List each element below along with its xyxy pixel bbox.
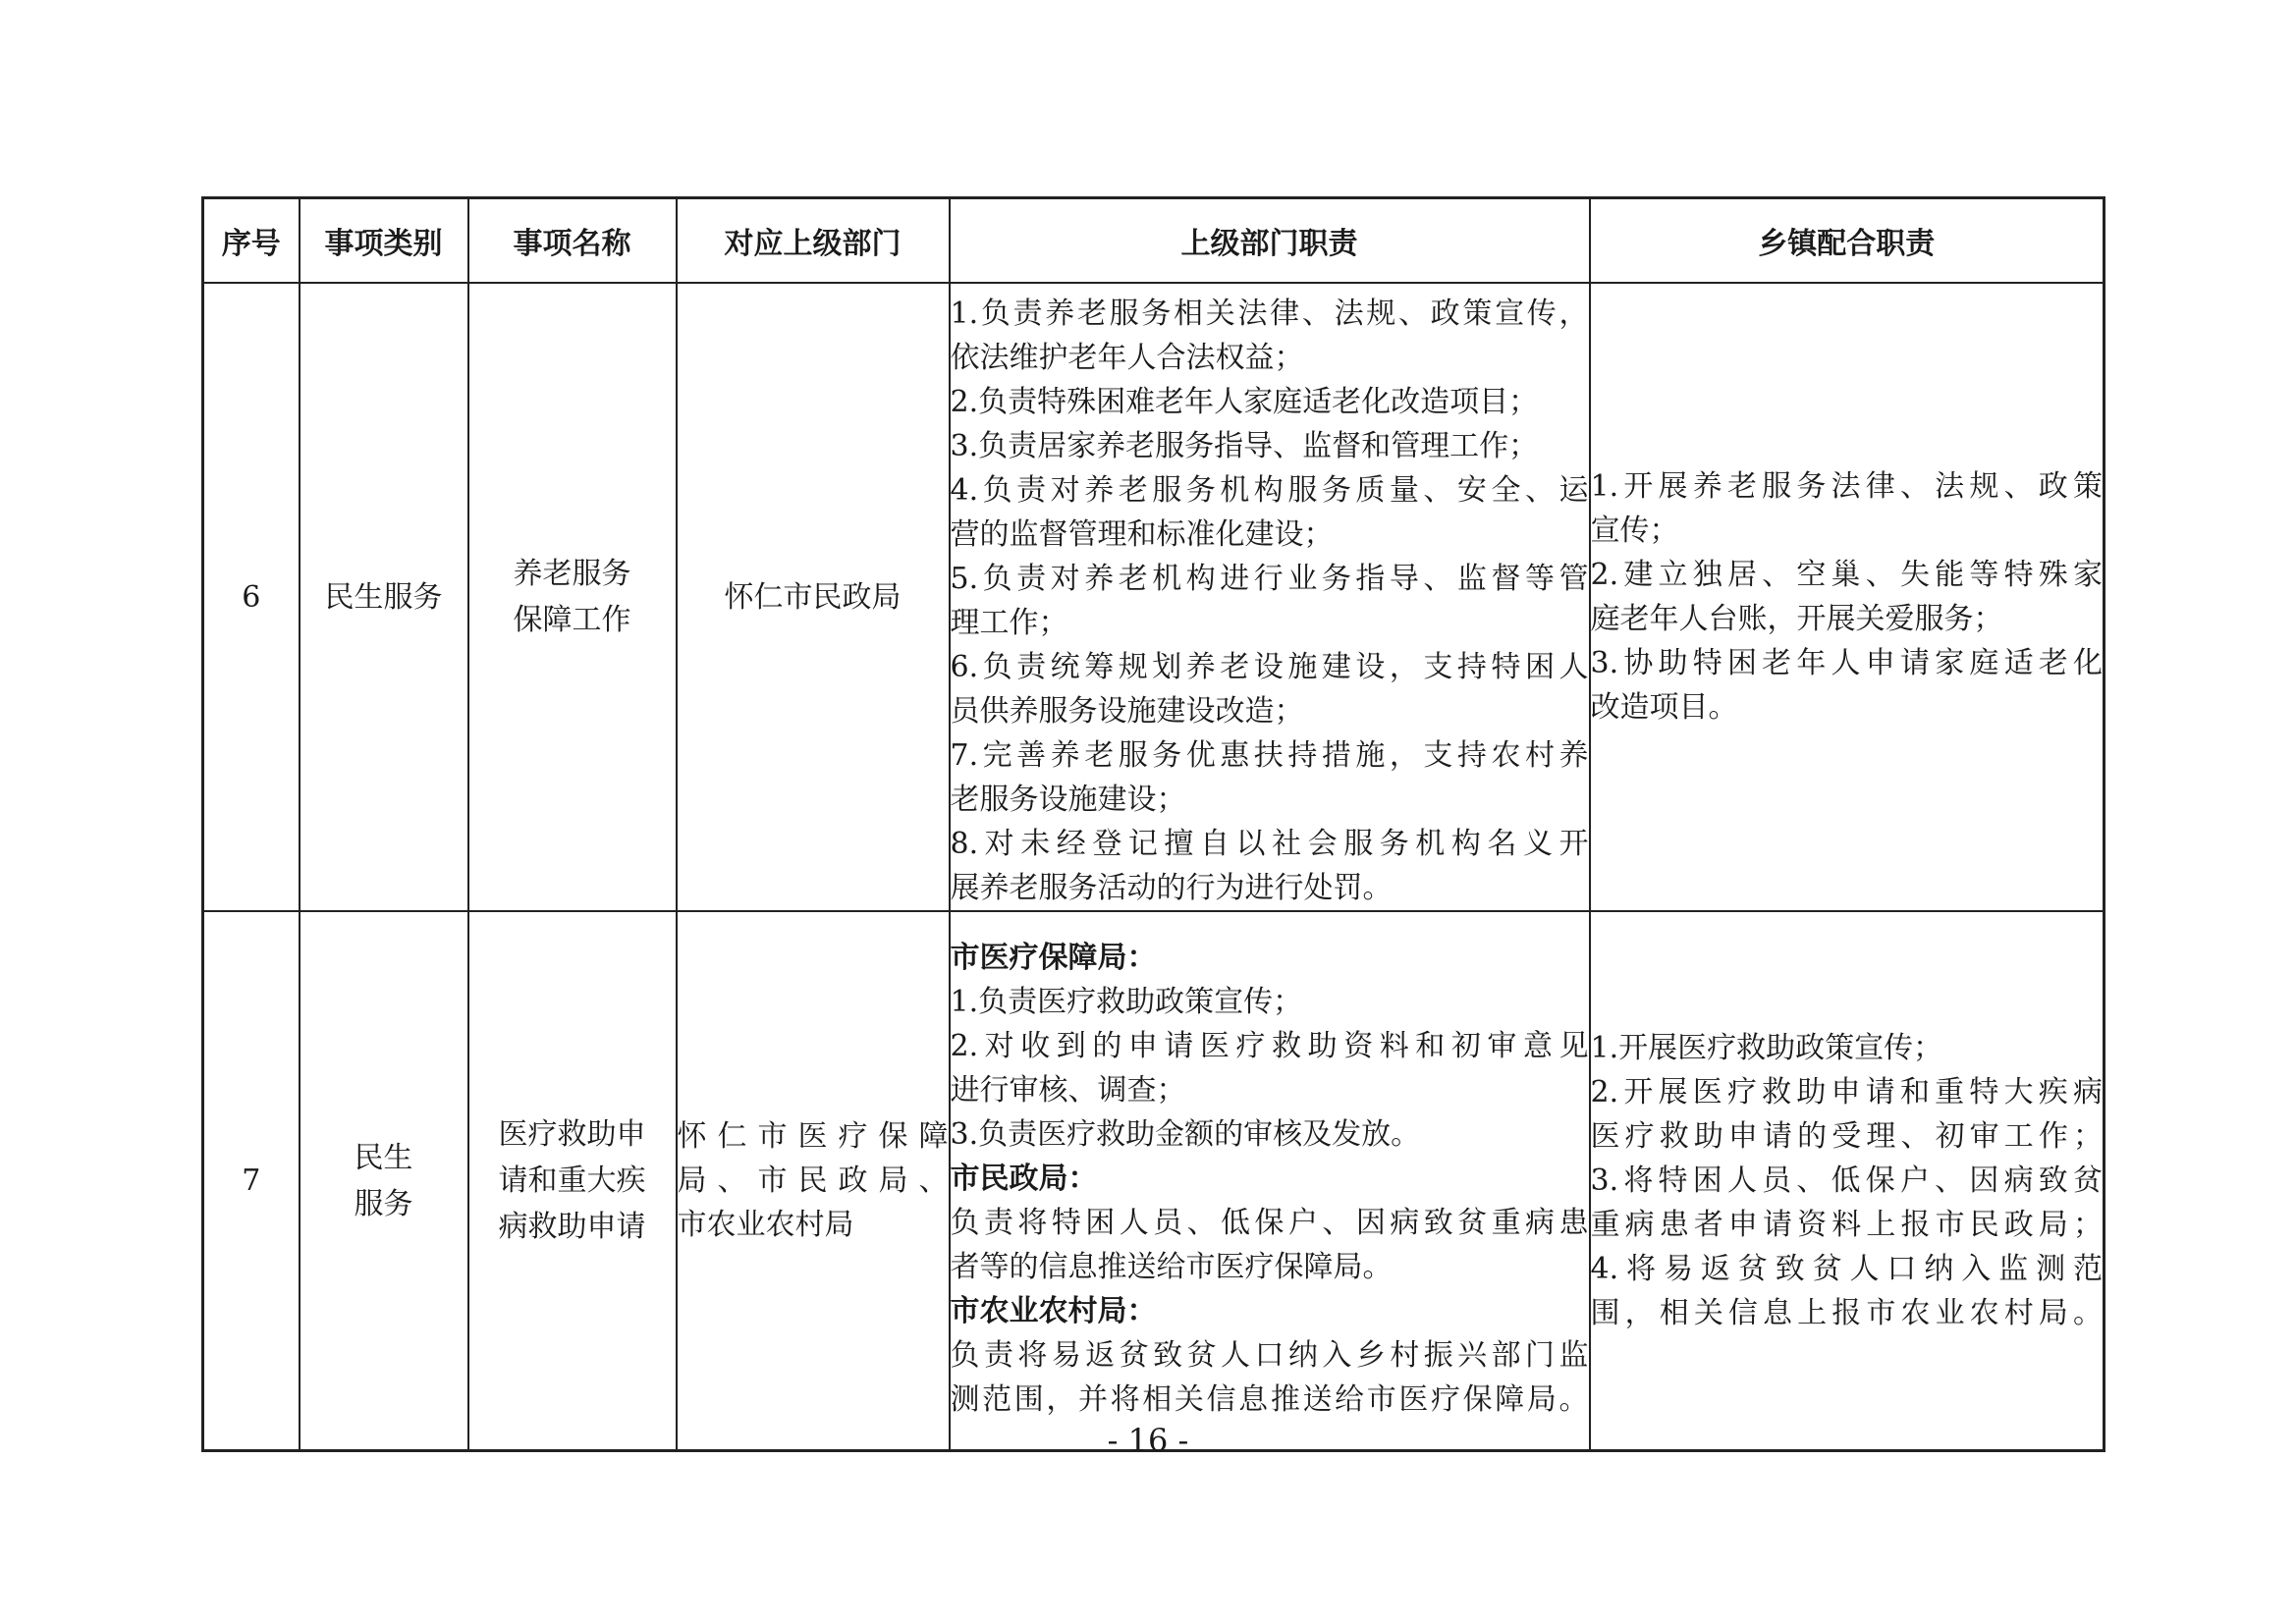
row-town-duties bbox=[1590, 911, 2105, 1451]
section-heading: 市医疗保障局： bbox=[950, 941, 1157, 975]
town-duty-line: 重病患者申请资料上报市民政局； bbox=[1590, 1208, 2103, 1242]
duty-line: 3.负责医疗救助金额的审核及发放。 bbox=[950, 1117, 1421, 1152]
duty-line: 负责将特困人员、低保户、因病致贫重病患 bbox=[950, 1206, 1589, 1240]
duty-line: 进行审核、调查； bbox=[950, 1073, 1186, 1108]
row-seq bbox=[203, 911, 300, 1451]
header-item-name: 事项名称 bbox=[468, 198, 677, 284]
item-name-line: 请和重大疾 bbox=[498, 1163, 646, 1198]
duty-line: 负责将易返贫致贫人口纳入乡村振兴部门监 bbox=[950, 1338, 1589, 1373]
section-heading: 市民政局： bbox=[950, 1162, 1098, 1196]
item-name-line: 养老服务 bbox=[513, 557, 631, 591]
department-line: 市农业农村局 bbox=[677, 1208, 854, 1242]
department-line: 局、市民政局、 bbox=[677, 1163, 949, 1198]
town-duty-line: 3.协助特困老年人申请家庭适老化 bbox=[1590, 646, 2103, 680]
town-duty-line: 围，相关信息上报市农业农村局。 bbox=[1590, 1296, 2103, 1330]
row-upper-duties bbox=[950, 283, 1590, 911]
duty-line: 5.负责对养老机构进行业务指导、监督等管 bbox=[950, 562, 1589, 596]
row-seq-text: 6 bbox=[242, 579, 261, 615]
item-name-line: 病救助申请 bbox=[498, 1210, 646, 1244]
duty-line: 理工作； bbox=[950, 606, 1068, 640]
duty-line: 3.负责居家养老服务指导、监督和管理工作； bbox=[950, 429, 1539, 463]
row-upper-duties bbox=[950, 911, 1590, 1451]
table-header-row bbox=[203, 198, 2105, 284]
category-line: 民生服务 bbox=[324, 579, 443, 615]
duty-line: 依法维护老年人合法权益； bbox=[950, 341, 1304, 375]
town-duty-line: 庭老年人台账，开展关爱服务； bbox=[1590, 602, 2003, 636]
row-seq bbox=[203, 283, 300, 911]
duty-line: 1.负责医疗救助政策宣传； bbox=[950, 985, 1303, 1019]
duty-line: 2.对收到的申请医疗救助资料和初审意见 bbox=[950, 1029, 1589, 1063]
header-seq: 序号 bbox=[203, 198, 300, 284]
page-number: - 16 - bbox=[1107, 1422, 1189, 1459]
town-duty-line: 1.开展养老服务法律、法规、政策 bbox=[1590, 469, 2103, 504]
table-row bbox=[203, 283, 2105, 911]
duty-line: 2.负责特殊困难老年人家庭适老化改造项目； bbox=[950, 385, 1539, 419]
duty-line: 员供养服务设施建设改造； bbox=[950, 694, 1304, 729]
town-duty-line: 3.将特困人员、低保户、因病致贫 bbox=[1590, 1163, 2103, 1198]
duty-line: 者等的信息推送给市医疗保障局。 bbox=[950, 1250, 1393, 1284]
town-duty-line: 宣传； bbox=[1590, 514, 1679, 548]
header-upper-department: 对应上级部门 bbox=[677, 198, 950, 284]
duty-line: 营的监督管理和标准化建设； bbox=[950, 517, 1334, 552]
duty-line: 1.负责养老服务相关法律、法规、政策宣传， bbox=[950, 297, 1589, 331]
duty-line: 4.负责对养老服务机构服务质量、安全、运 bbox=[950, 473, 1589, 508]
category-line: 服务 bbox=[354, 1186, 413, 1221]
responsibility-table bbox=[201, 196, 2105, 1452]
duty-line: 7.完善养老服务优惠扶持措施，支持农村养 bbox=[950, 738, 1589, 773]
row-department bbox=[677, 911, 950, 1451]
category-line: 民生 bbox=[354, 1140, 413, 1175]
table-row bbox=[203, 911, 2105, 1451]
row-department bbox=[677, 283, 950, 911]
town-duty-line: 2.开展医疗救助申请和重特大疾病 bbox=[1590, 1075, 2103, 1109]
section-heading: 市农业农村局： bbox=[950, 1294, 1157, 1328]
row-town-duties bbox=[1590, 283, 2105, 911]
department-line: 怀仁市医疗保障 bbox=[677, 1119, 949, 1154]
town-duty-line: 4.将易返贫致贫人口纳入监测范 bbox=[1590, 1252, 2103, 1286]
town-duty-line: 医疗救助申请的受理、初审工作； bbox=[1590, 1119, 2103, 1154]
duty-line: 展养老服务活动的行为进行处罚。 bbox=[950, 871, 1393, 905]
row-category bbox=[300, 911, 468, 1451]
row-item-name bbox=[468, 911, 677, 1451]
duty-line: 测范围，并将相关信息推送给市医疗保障局。 bbox=[950, 1382, 1589, 1417]
header-category: 事项类别 bbox=[300, 198, 468, 284]
department-line: 怀仁市民政局 bbox=[724, 579, 902, 615]
duty-line: 6.负责统筹规划养老设施建设，支持特困人 bbox=[950, 650, 1589, 684]
item-name-line: 医疗救助申 bbox=[498, 1117, 646, 1152]
row-seq-text: 7 bbox=[242, 1163, 261, 1198]
town-duty-line: 1.开展医疗救助政策宣传； bbox=[1590, 1031, 1943, 1065]
header-upper-duties: 上级部门职责 bbox=[950, 198, 1590, 284]
duty-line: 老服务设施建设； bbox=[950, 783, 1186, 817]
duty-line: 8.对未经登记擅自以社会服务机构名义开 bbox=[950, 827, 1589, 861]
header-town-duties: 乡镇配合职责 bbox=[1590, 198, 2105, 284]
row-category bbox=[300, 283, 468, 911]
item-name-line: 保障工作 bbox=[513, 603, 631, 637]
row-item-name bbox=[468, 283, 677, 911]
town-duty-line: 改造项目。 bbox=[1590, 690, 1738, 725]
town-duty-line: 2.建立独居、空巢、失能等特殊家 bbox=[1590, 558, 2103, 592]
